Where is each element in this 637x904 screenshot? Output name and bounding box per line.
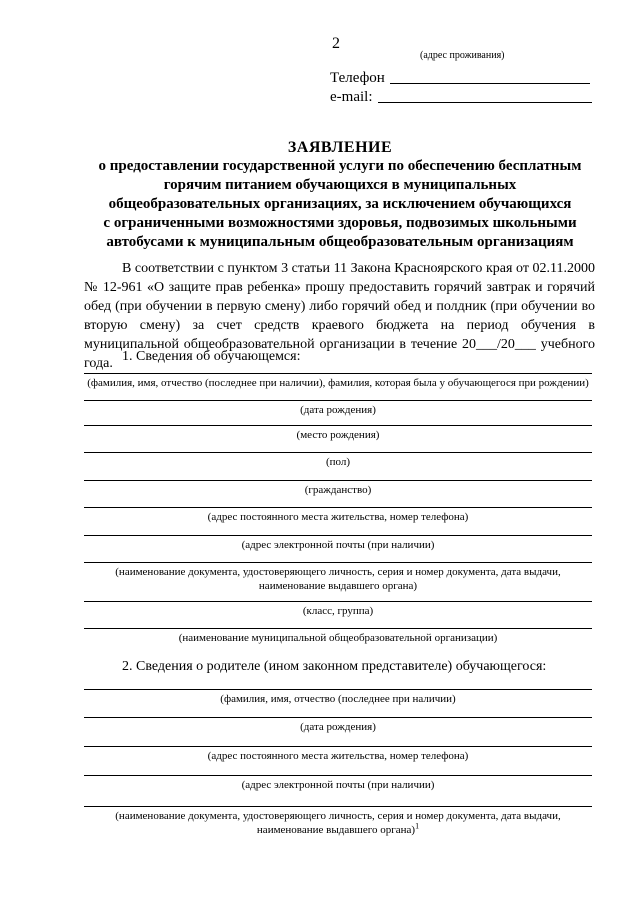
student-citizenship-blank [84, 480, 592, 481]
student-birthdate-blank [84, 400, 592, 401]
title-line: с ограниченными возможностями здоровья, подвозимых школьными [103, 215, 577, 231]
section2-heading: 2. Сведения о родителе (ином законном представителе) обучающегося: [122, 659, 547, 674]
field-caption: (класс, группа) [302, 605, 374, 617]
field-caption: (наименование муниципальной общеобразовательной организации) [178, 632, 498, 644]
field-caption: (наименование документа, удостоверяющего личность, серия и номер документа, дата выдачи, [115, 566, 561, 578]
parent-name-blank [84, 689, 592, 690]
field-caption: (адрес постоянного места жительства, номер телефона) [207, 750, 469, 762]
student-address-blank [84, 507, 592, 508]
student-birthplace-blank [84, 425, 592, 426]
field-caption: (адрес постоянного места жительства, номер телефона) [207, 511, 469, 523]
field-caption: (фамилия, имя, отчество (последнее при наличии) [220, 693, 456, 705]
student-name-blank [84, 373, 592, 374]
phone-blank [390, 83, 590, 84]
title-line: горячим питанием обучающихся в муниципальных [163, 177, 517, 193]
address-caption: (адрес проживания) [420, 50, 505, 61]
student-class-blank [84, 601, 592, 602]
section1-heading: 1. Сведения об обучающемся: [122, 349, 301, 364]
footnote-mark: 1 [415, 821, 420, 831]
title-line: о предоставлении государственной услуги по обеспечению бесплатным [98, 158, 582, 174]
field-caption: (гражданство) [304, 484, 372, 496]
student-email-blank [84, 535, 592, 536]
email-label: e-mail: [330, 89, 373, 105]
document-title [60, 138, 620, 252]
field-caption-last [84, 823, 592, 837]
field-caption: (адрес электронной почты (при наличии) [241, 779, 435, 791]
student-sex-blank [84, 452, 592, 453]
phone-line [330, 69, 385, 87]
parent-email-blank [84, 775, 592, 776]
student-id-document-blank [84, 562, 592, 563]
field-caption: наименование выдавшего органа) [258, 580, 418, 592]
field-caption: наименование выдавшего органа) [256, 824, 416, 836]
field-caption: (адрес электронной почты (при наличии) [241, 539, 435, 551]
email-line [330, 88, 372, 106]
phone-label: Телефон [330, 70, 385, 86]
email-blank [378, 102, 592, 103]
intro-paragraph: В соответствии с пунктом 3 статьи 11 Закона Красноярского края от 02.11.2000 № 12-961 «О защите прав ребенка» прошу предоставить горячий завтрак и горячий обед (при обучении в первую смену) либо горячий обед и полдник (при обучении во вторую смену) за счет средств краевого бюджета на период обучения в муниципальной общеобразовательной организации в течение 20___/20___ учебного года. [84, 261, 595, 371]
title-line: автобусами к муниципальным общеобразовательным организациям [106, 234, 574, 250]
page-number: 2 [332, 35, 340, 52]
field-caption: (место рождения) [296, 429, 380, 441]
field-caption: (фамилия, имя, отчество (последнее при наличии), фамилия, которая была у обучающегося при рождении) [87, 377, 589, 389]
title-line: общеобразовательных организациях, за исключением обучающихся [108, 196, 572, 212]
field-caption: (пол) [325, 456, 351, 468]
field-caption: (дата рождения) [300, 404, 376, 416]
parent-birthdate-blank [84, 717, 592, 718]
title-main: ЗАЯВЛЕНИЕ [287, 139, 393, 156]
field-caption: (наименование документа, удостоверяющего личность, серия и номер документа, дата выдачи, [115, 810, 561, 822]
student-school-blank [84, 628, 592, 629]
parent-id-document-blank [84, 806, 592, 807]
field-caption: (дата рождения) [300, 721, 376, 733]
parent-address-blank [84, 746, 592, 747]
